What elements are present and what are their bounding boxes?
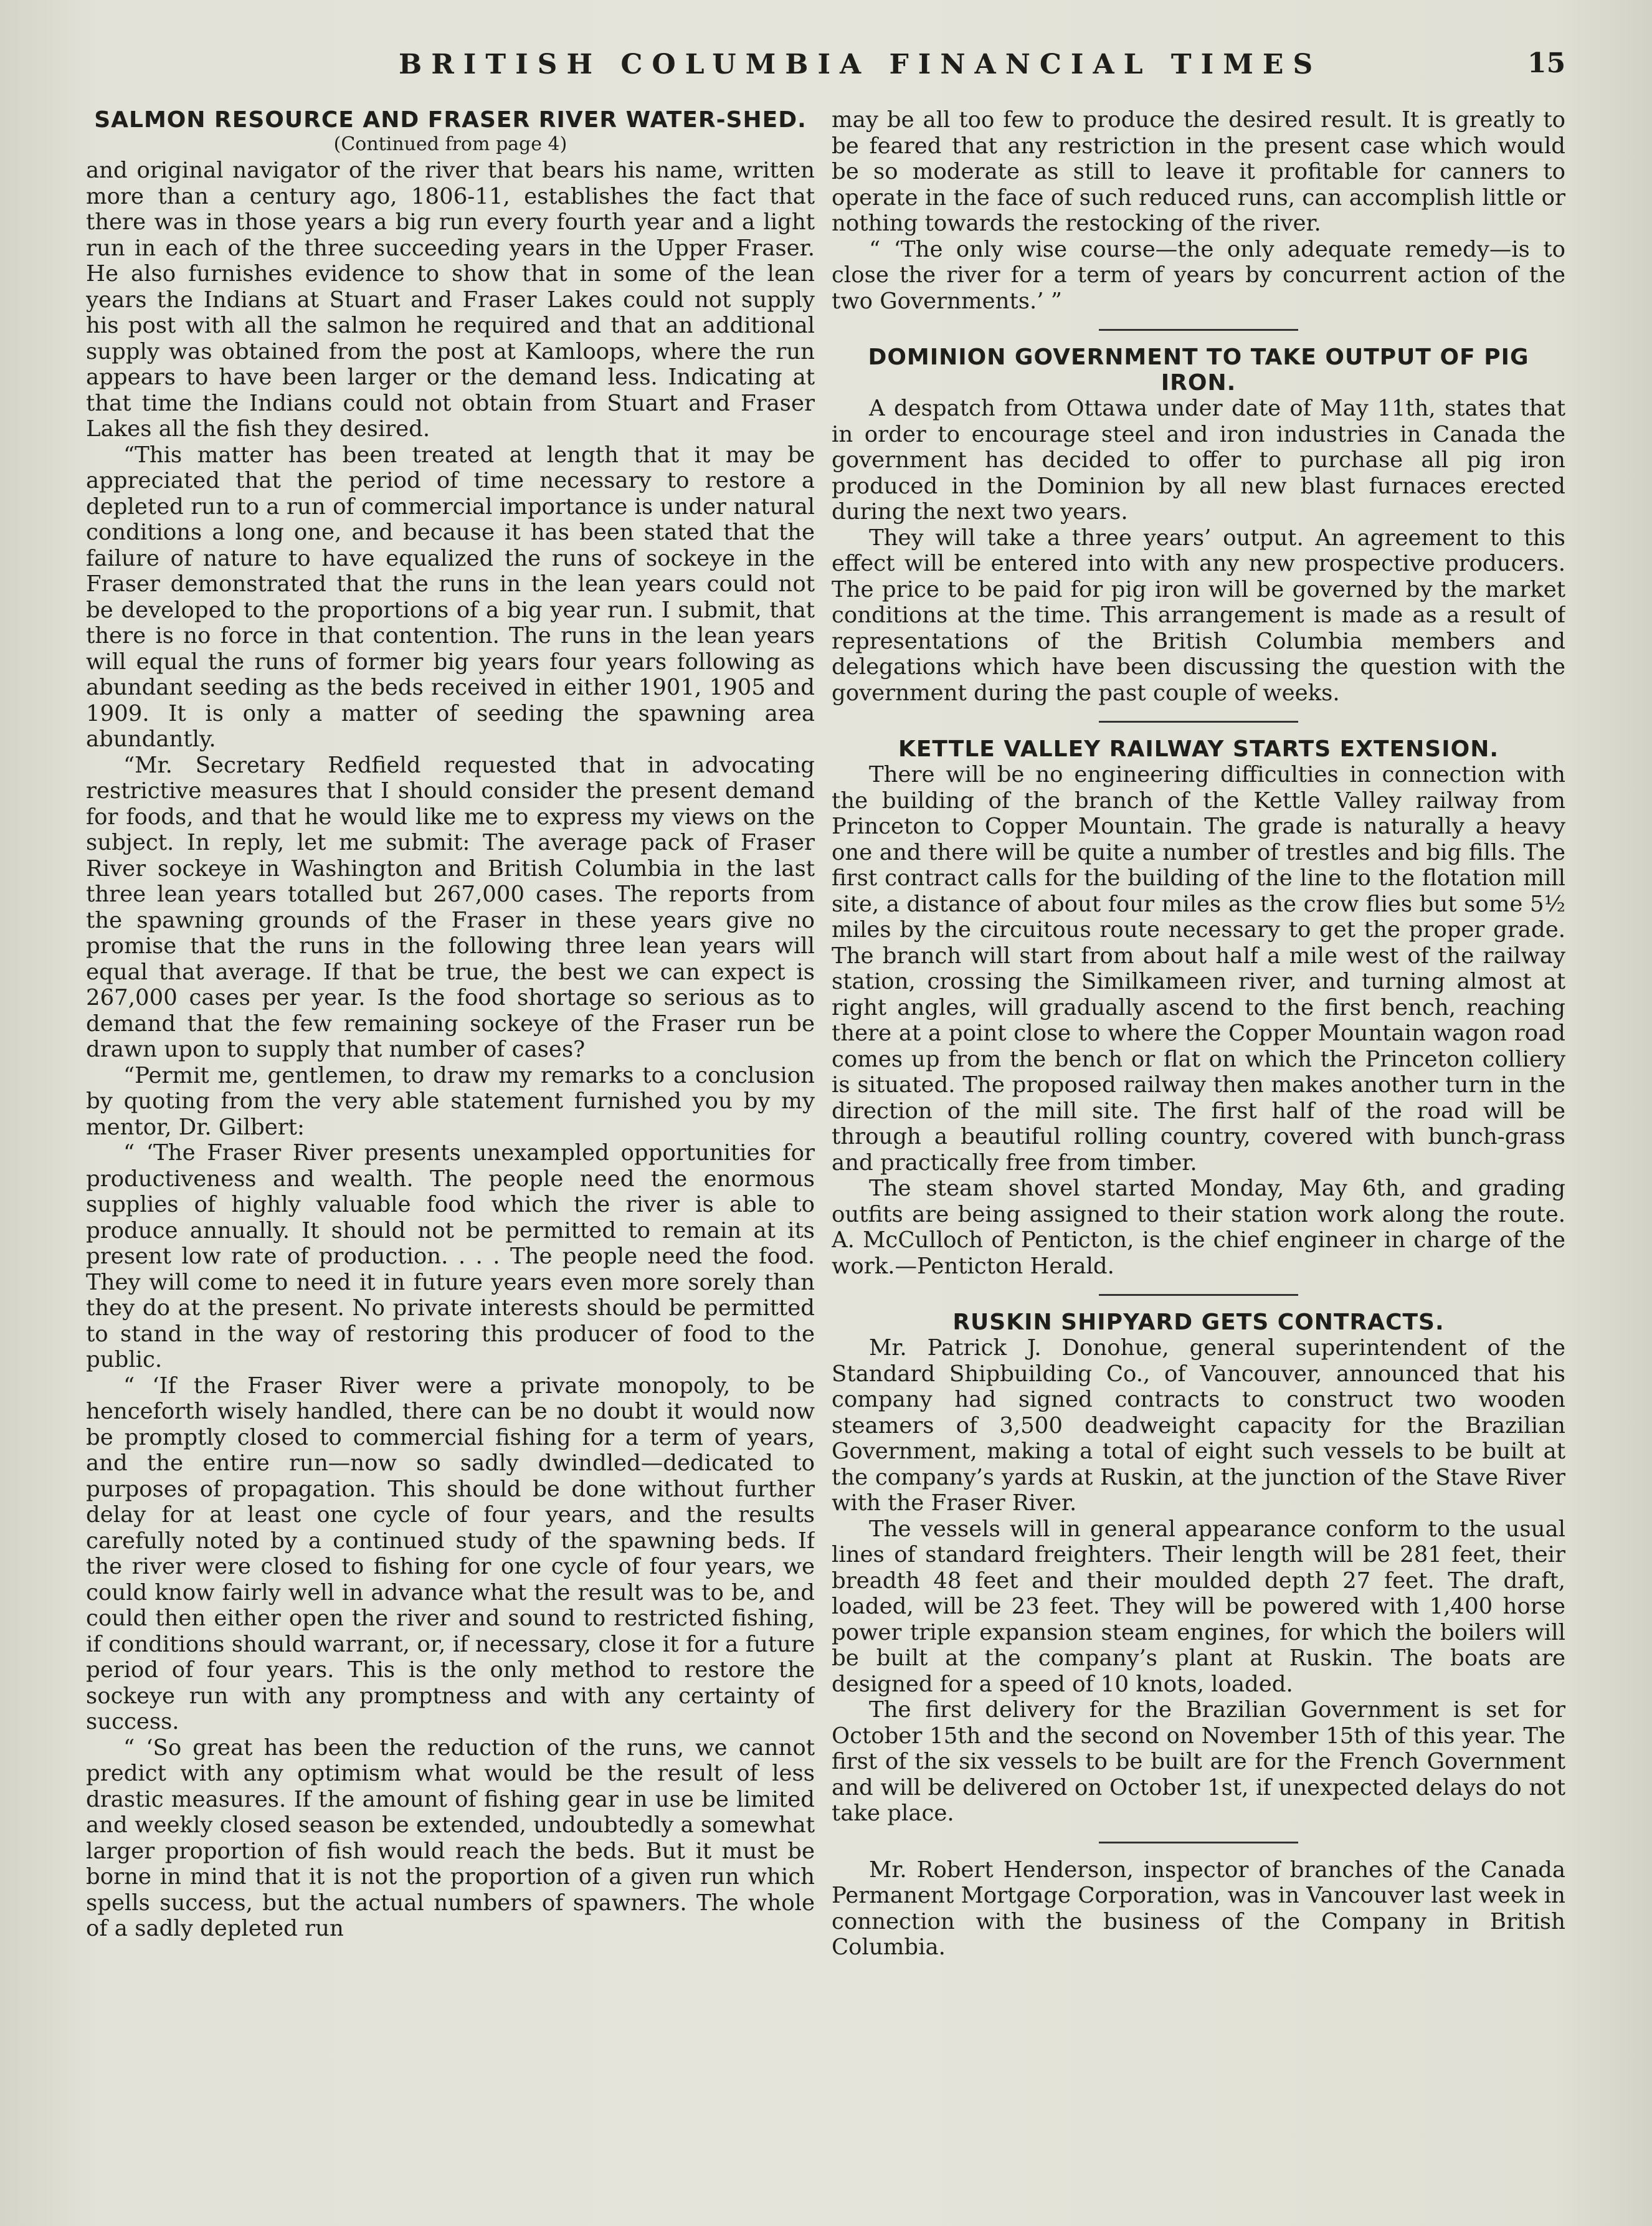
paragraph: They will take a three years’ output. An agreement to this effect will be entered into with any new prospective producers. The price to be paid for pig iron will be governed by the market conditions at the time. This arrangement is made as a result of representations of the British Columbia members and delegations which have been discussing the question with the government during the past couple of weeks. [832, 525, 1565, 706]
article-heading-ruskin-shipyard: RUSKIN SHIPYARD GETS CONTRACTS. [952, 1310, 1445, 1335]
divider [1099, 1294, 1298, 1296]
running-head: BRITISH COLUMBIA FINANCIAL TIMES [399, 49, 1322, 80]
paragraph: “ ‘If the Fraser River were a private monopoly, to be henceforth wisely handled, there can be no doubt it would now be promptly closed to commercial fishing for a term of years, and the entire run—now so sadly dwindled—dedicated to purposes of propagation. This should be done without further delay for at least one cycle of four years, and the results carefully noted by a continued study of the spawning beds. If the river were closed to fishing for one cycle of four years, we could know fairly well in advance what the result was to be, and could then either open the river and sound to restricted fishing, if conditions should warrant, or, if necessary, close it for a future period of four years. This is the only method to restore the sockeye run with any promptness and with any certainty of success. [86, 1372, 815, 1734]
article-heading-kettle-valley: KETTLE VALLEY RAILWAY STARTS EXTENSION. [898, 736, 1499, 762]
paragraph: “Permit me, gentlemen, to draw my remarks to a conclusion by quoting from the very able statement furnished you by my mentor, Dr. Gilbert: [86, 1062, 815, 1140]
paragraph: A despatch from Ottawa under date of May 11th, states that in order to encourage steel and iron industries in Canada the government has decided to offer to purchase all pig iron produced in the Dominion by all new blast furnaces erected during the next two years. [832, 396, 1565, 525]
paragraph: “ ‘So great has been the reduction of the runs, we cannot predict with any optimism what would be the result of less drastic measures. If the amount of fishing gear in use be limited and weekly closed season be extended, undoubtedly a somewhat larger proportion of fish would reach the beds. But it must be borne in mind that it is not the proportion of a given run which spells success, but the actual numbers of spawners. The whole of a sadly depleted run [86, 1734, 815, 1941]
paragraph: There will be no engineering difficulties in connection with the building of the branch of the Kettle Valley railway from Princeton to Copper Mountain. The grade is naturally a heavy one and there will be quite a number of trestles and big fills. The first contract calls for the building of the line to the flotation mill site, a distance of about four miles as the crow flies but some 5½ miles by the circuitous route necessary to get the proper grade. The branch will start from about half a mile west of the railway station, crossing the Similkameen river, and turning almost at right angles, will gradually ascend to the first bench, reaching there at a point close to where the Copper Mountain wagon road comes up from the bench or flat on which the Princeton colliery is situated. The proposed railway then makes another turn in the direction of the mill site. The first half of the road will be through a beautiful rolling country, covered with bunch-grass and practically free from timber. [832, 762, 1565, 1176]
page-number: 15 [1527, 47, 1566, 79]
paragraph: Mr. Patrick J. Donohue, general superintendent of the Standard Shipbuilding Co., of Vancouver, announced that his company had signed contracts to construct two wooden steamers of 3,500 deadweight capacity for the Brazilian Government, making a total of eight such vessels to be built at the company’s yards at Ruskin, at the junction of the Stave River with the Fraser River. [832, 1335, 1565, 1516]
paragraph: The vessels will in general appearance conform to the usual lines of standard freighters. Their length will be 281 feet, their breadth 48 feet and their moulded depth 27 feet. The draft, loaded, will be 23 feet. They will be powered with 1,400 horse power triple expansion steam engines, for which the boilers will be built at the company’s plant at Ruskin. The boats are designed for a speed of 10 knots, loaded. [832, 1516, 1565, 1697]
paragraph: may be all too few to produce the desired result. It is greatly to be feared that any restriction in the present case which would be so moderate as still to leave it profitable for canners to operate in the face of such reduced runs, can accomplish little or nothing towards the restocking of the river. [832, 107, 1565, 236]
paragraph: The steam shovel started Monday, May 6th, and grading outfits are being assigned to their station work along the route. A. McCulloch of Penticton, is the chief engineer in charge of the work.—Penticton Herald. [832, 1176, 1565, 1279]
paragraph: “Mr. Secretary Redfield requested that in advocating restrictive measures that I should consider the present demand for foods, and that he would like me to express my views on the subject. In reply, let me submit: The average pack of Fraser River sockeye in Washington and British Columbia in the last three lean years totalled but 267,000 cases. The reports from the spawning grounds of the Fraser in these years give no promise that the runs in the following three lean years will equal that average. If that be true, the best we can expect is 267,000 cases per year. Is the food shortage so serious as to demand that the few remaining sockeye of the Fraser run be drawn upon to supply that number of cases? [86, 752, 815, 1062]
paragraph: “ ‘The only wise course—the only adequate remedy—is to close the river for a term of years by concurrent action of the two Governments.’ ” [832, 236, 1565, 314]
continued-note: (Continued from page 4) [333, 133, 567, 155]
paragraph: “This matter has been treated at length that it may be appreciated that the period of time necessary to restore a depleted run to a run of commercial importance is under natural conditions a long one, and because it has been stated that the failure of nature to have equalized the runs of sockeye in the Fraser demonstrated that the runs in the lean years could not be developed to the proportions of a big year run. I submit, that there is no force in that contention. The runs in the lean years will equal the runs of former big years four years following as abundant seeding as the beds received in either 1901, 1905 and 1909. It is only a matter of seeding the spawning area abundantly. [86, 442, 815, 752]
paragraph: and original navigator of the river that bears his name, written more than a century ago, 1806-11, establishes the fact that there was in those years a big run every fourth year and a light run in each of the three succeeding years in the Upper Fraser. He also furnishes evidence to show that in some of the lean years the Indians at Stuart and Fraser Lakes could not supply his post with all the salmon he required and that an additional supply was obtained from the post at Kamloops, where the run appears to have been larger or the demand less. Indicating at that time the Indians could not obtain from Stuart and Fraser Lakes all the fish they desired. [86, 158, 815, 442]
divider [1099, 329, 1298, 331]
article-heading-pig-iron: DOMINION GOVERNMENT TO TAKE OUTPUT OF PIG IRON. [868, 345, 1529, 396]
closing-note: Mr. Robert Henderson, inspector of branches of the Canada Permanent Mortgage Corporation, was in Vancouver last week in connection with the business of the Company in British Columbia. [832, 1857, 1565, 1960]
paragraph: “ ‘The Fraser River presents unexampled opportunities for productiveness and wealth. The people need the enormous supplies of highly valuable food which the river is able to produce annually. It should not be permitted to remain at its present low rate of production. . . . The people need the food. They will come to need it in future years even more sorely than they do at the present. No private interests should be permitted to stand in the way of restoring this producer of food to the public. [86, 1140, 815, 1372]
article-heading-salmon: SALMON RESOURCE AND FRASER RIVER WATER-SHED. [94, 107, 807, 133]
divider [1099, 721, 1298, 723]
right-column [832, 107, 1565, 2188]
paragraph: The first delivery for the Brazilian Government is set for October 15th and the second on November 15th of this year. The first of the six vessels to be built are for the French Government and will be delivered on October 1st, if unexpected delays do not take place. [832, 1697, 1565, 1826]
divider [1099, 1842, 1298, 1843]
left-column [86, 107, 815, 2188]
